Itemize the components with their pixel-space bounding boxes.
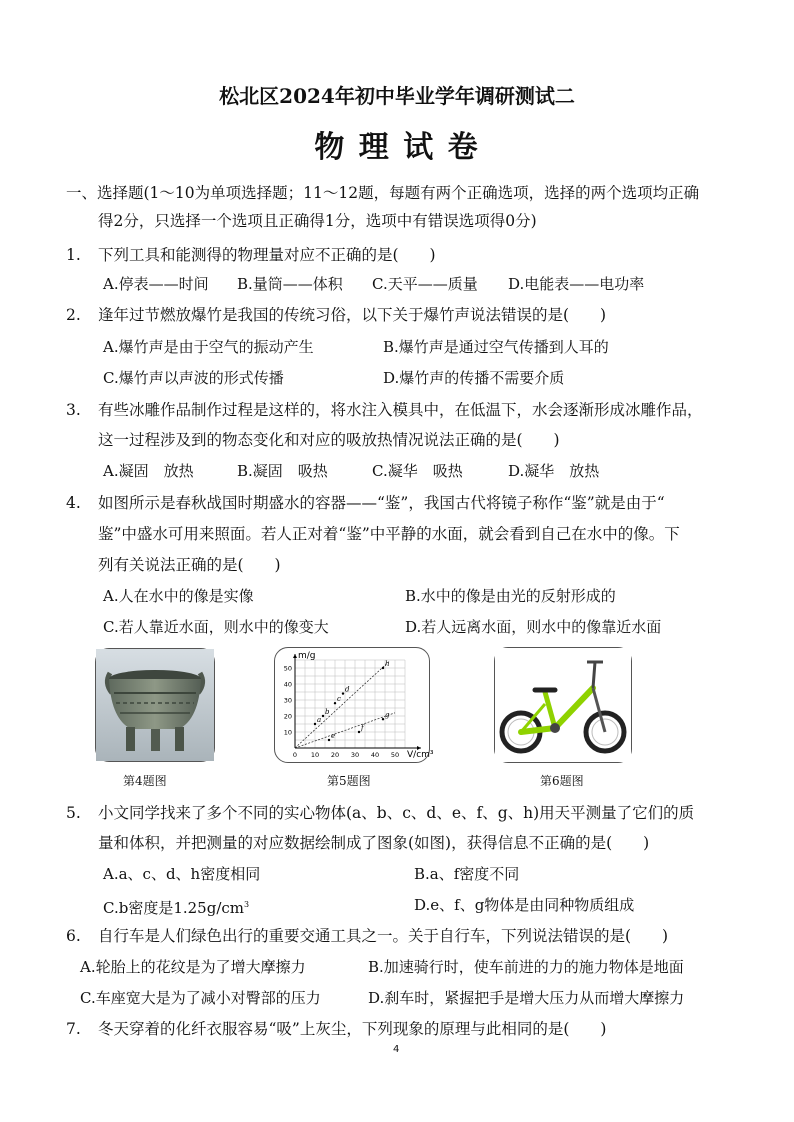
- mass-volume-chart: [275, 648, 434, 762]
- data-point-label-f: f: [361, 724, 364, 732]
- q5-option-c-superscript: 3: [244, 900, 250, 909]
- y-tick-label: 40: [283, 680, 292, 689]
- q4-option-b: B.水中的像是由光的反射形成的: [405, 587, 616, 605]
- x-tick-label: 20: [330, 751, 340, 759]
- x-axis-label: V/cm³: [407, 750, 434, 760]
- q2-option-a: A.爆竹声是由于空气的振动产生: [103, 338, 314, 356]
- data-point-label-d: d: [345, 685, 350, 694]
- x-tick-label: 30: [350, 751, 360, 759]
- q4-option-a: A.人在水中的像是实像: [103, 587, 254, 605]
- data-point-label-e: e: [331, 732, 336, 740]
- x-tick-label: 0: [292, 751, 298, 759]
- q3-option-a: A.凝固 放热: [103, 462, 194, 480]
- q1-number: 1.: [66, 246, 81, 264]
- figure-4-bronze-jian: [95, 648, 215, 762]
- q3-stem-line1: 有些冰雕作品制作过程是这样的，将水注入模具中，在低温下，水会逐渐形成冰雕作品，: [98, 401, 703, 419]
- y-tick-label: 30: [283, 696, 292, 705]
- data-point-label-c: c: [337, 695, 341, 704]
- q5-option-a: A.a、c、d、h密度相同: [103, 865, 261, 883]
- q4-option-d: D.若人远离水面，则水中的像靠近水面: [405, 618, 662, 636]
- q3-stem-line2: 这一过程涉及到的物态变化和对应的吸放热情况说法正确的是( ): [98, 431, 560, 449]
- data-point-label-a: a: [317, 716, 322, 724]
- page-title: 物 理 试 卷: [314, 130, 480, 165]
- figure-6-caption: 第6题图: [540, 774, 584, 788]
- q5-option-c: [103, 895, 249, 918]
- page-number: 4: [393, 1044, 400, 1055]
- q7-stem: 冬天穿着的化纤衣服容易“吸”上灰尘，下列现象的原理与此相同的是( ): [98, 1020, 607, 1038]
- data-point-a: [314, 723, 316, 725]
- q4-stem-line3: 列有关说法正确的是( ): [98, 556, 281, 574]
- q4-number: 4.: [66, 494, 81, 512]
- q6-stem: 自行车是人们绿色出行的重要交通工具之一。关于自行车，下列说法错误的是( ): [98, 927, 669, 945]
- q3-number: 3.: [66, 401, 81, 419]
- q6-number: 6.: [66, 927, 81, 945]
- y-tick-label: 10: [283, 728, 292, 737]
- y-tick-label: 20: [283, 712, 292, 721]
- q3-option-b: B.凝固 吸热: [237, 462, 328, 480]
- x-tick-label: 10: [310, 751, 320, 759]
- q5-stem-line2: 量和体积，并把测量的对应数据绘制成了图象(如图)，获得信息不正确的是( ): [98, 834, 650, 852]
- q2-number: 2.: [66, 306, 81, 324]
- q5-number: 5.: [66, 804, 81, 822]
- section-heading-line2: 得2分，只选择一个选项且正确得1分，选项中有错误选项得0分): [98, 212, 537, 230]
- data-point-d: [342, 692, 344, 694]
- q4-stem-line2: 鉴”中盛水可用来照面。若人正对着“鉴”中平静的水面，就会看到自己在水中的像。下: [98, 525, 680, 543]
- q5-option-c-text: C.b密度是1.25g/cm: [103, 899, 244, 917]
- data-point-e: [328, 739, 330, 741]
- exam-subtitle: 松北区2024年初中毕业学年调研测试二: [219, 84, 575, 108]
- y-tick-label: 50: [283, 664, 292, 673]
- q6-option-d: D.刹车时，紧握把手是增大压力从而增大摩擦力: [368, 989, 685, 1007]
- q1-option-c: C.天平——质量: [372, 275, 478, 293]
- q4-option-c: C.若人靠近水面，则水中的像变大: [103, 618, 329, 636]
- q1-stem: 下列工具和能测得的物理量对应不正确的是( ): [98, 246, 436, 264]
- q5-option-d: D.e、f、g物体是由同种物质组成: [414, 896, 635, 914]
- data-point-b: [322, 715, 324, 717]
- q7-number: 7.: [66, 1020, 81, 1038]
- q1-option-a: A.停表——时间: [103, 275, 209, 293]
- data-point-label-h: h: [385, 660, 390, 668]
- q3-option-c: C.凝华 吸热: [372, 462, 463, 480]
- figure-4-caption: 第4题图: [123, 774, 167, 788]
- bronze-vessel-icon: [96, 649, 214, 761]
- data-point-f: [358, 731, 360, 733]
- q5-stem-line1: 小文同学找来了多个不同的实心物体(a、b、c、d、e、f、g、h)用天平测量了它们的质: [98, 804, 695, 822]
- q2-stem: 逢年过节燃放爆竹是我国的传统习俗，以下关于爆竹声说法错误的是( ): [98, 306, 607, 324]
- q5-option-b: B.a、f密度不同: [414, 865, 520, 883]
- data-point-label-g: g: [385, 711, 390, 720]
- section-heading-line1: 一、选择题(1～10为单项选择题；11～12题，每题有两个正确选项，选择的两个选项均正确: [66, 184, 700, 202]
- q6-option-a: A.轮胎上的花纹是为了增大摩擦力: [80, 958, 306, 976]
- data-point-g: [382, 718, 384, 720]
- q1-option-d: D.电能表——电功率: [508, 275, 645, 293]
- q6-option-c: C.车座宽大是为了减小对臀部的压力: [80, 989, 321, 1007]
- figure-6-bicycle: [494, 647, 632, 763]
- y-axis-arrow: [293, 654, 297, 658]
- data-point-h: [382, 667, 384, 669]
- y-axis-label: m/g: [298, 651, 316, 661]
- q1-option-b: B.量筒——体积: [237, 275, 343, 293]
- q2-option-b: B.爆竹声是通过空气传播到人耳的: [383, 338, 609, 356]
- figure-5-mass-volume-graph: [274, 647, 434, 763]
- q4-stem-line1: 如图所示是春秋战国时期盛水的容器——“鉴”，我国古代将镜子称作“鉴”就是由于“: [98, 494, 665, 512]
- q2-option-c: C.爆竹声以声波的形式传播: [103, 369, 284, 387]
- q6-option-b: B.加速骑行时，使车前进的力的施力物体是地面: [368, 958, 684, 976]
- data-point-label-b: b: [325, 708, 330, 716]
- data-point-c: [334, 702, 336, 704]
- q3-option-d: D.凝华 放热: [508, 462, 600, 480]
- x-tick-label: 40: [370, 751, 380, 759]
- figure-5-caption: 第5题图: [327, 774, 371, 788]
- bicycle-icon: [495, 648, 631, 762]
- q2-option-d: D.爆竹声的传播不需要介质: [383, 369, 565, 387]
- x-tick-label: 50: [390, 751, 400, 759]
